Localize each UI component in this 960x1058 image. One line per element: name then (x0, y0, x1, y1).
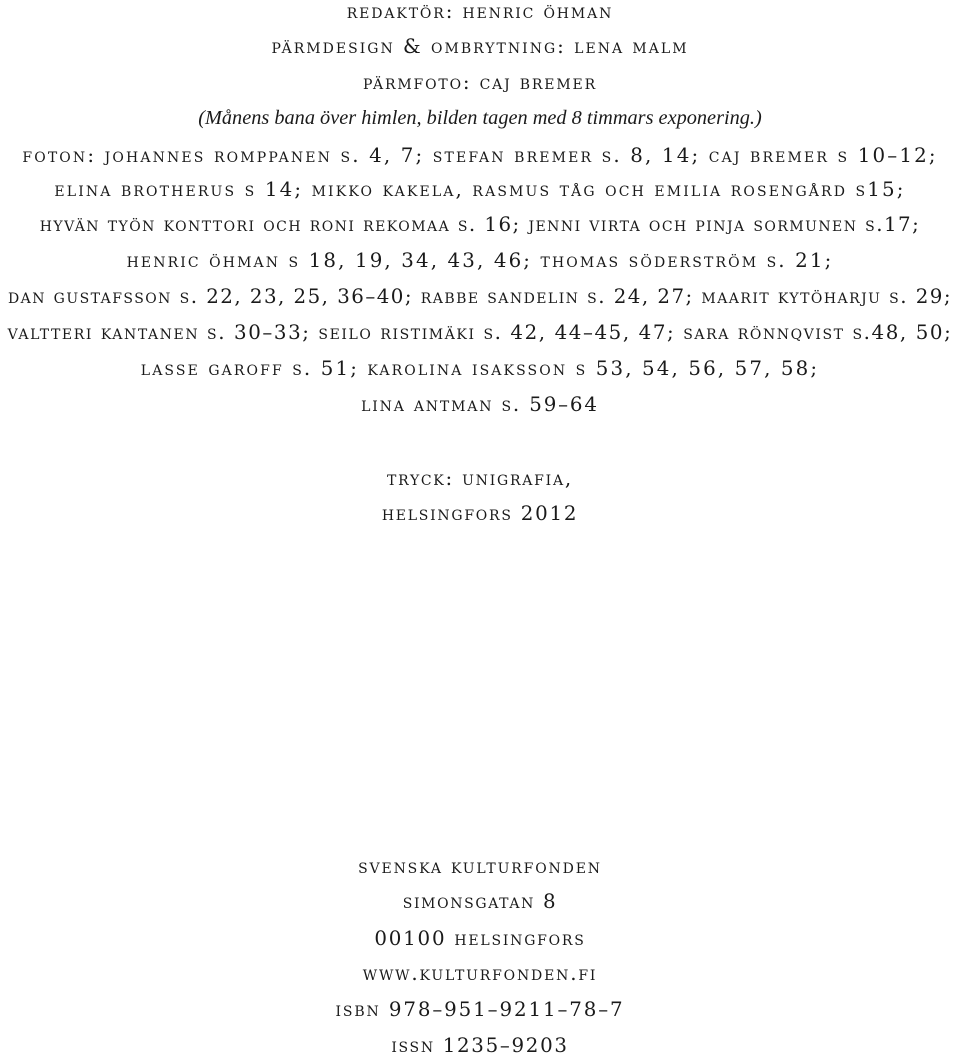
cover-photo-credit: pärmfoto: caj bremer (363, 71, 597, 94)
publisher-website: www.kulturfonden.fi (362, 962, 598, 985)
photo-credits-line: foton: johannes romppanen s. 4, 7; stefan bremer s. 8, 14; caj bremer s 10–12; (22, 144, 938, 167)
print-info-line: tryck: unigrafia, (387, 467, 573, 490)
cover-photo-caption: (Månens bana över himlen, bilden tagen med 8 timmars exponering.) (198, 107, 762, 129)
print-info-line: helsingfors 2012 (381, 502, 579, 525)
editor-credit: redaktör: henric öhman (346, 0, 614, 23)
photo-credits-line: lina antman s. 59–64 (361, 393, 599, 416)
photo-credits-line: hyvän työn konttori och roni rekomaa s. 16; jenni virta och pinja sormunen s.17; (39, 213, 921, 236)
publisher-street: simonsgatan 8 (402, 890, 558, 913)
photo-credits-line: valtteri kantanen s. 30–33; seilo ristimäki s. 42, 44–45, 47; sara rönnqvist s.48, 50; (7, 321, 953, 344)
publisher-name: svenska kulturfonden (358, 855, 602, 878)
photo-credits-line: lasse garoff s. 51; karolina isaksson s 53, 54, 56, 57, 58; (140, 357, 820, 380)
publisher-city: 00100 helsingfors (374, 927, 586, 950)
isbn-number: isbn 978–951–9211–78–7 (335, 998, 625, 1021)
photo-credits-line: elina brotherus s 14; mikko kakela, rasmus tåg och emilia rosengård s15; (54, 178, 906, 201)
issn-number: issn 1235–9203 (391, 1034, 569, 1057)
photo-credits-line: dan gustafsson s. 22, 23, 25, 36–40; rabbe sandelin s. 24, 27; maarit kytöharju s. 29; (7, 285, 953, 308)
cover-design-credit: pärmdesign & ombrytning: lena malm (271, 35, 689, 58)
photo-credits-line: henric öhman s 18, 19, 34, 43, 46; thomas söderström s. 21; (126, 249, 834, 272)
